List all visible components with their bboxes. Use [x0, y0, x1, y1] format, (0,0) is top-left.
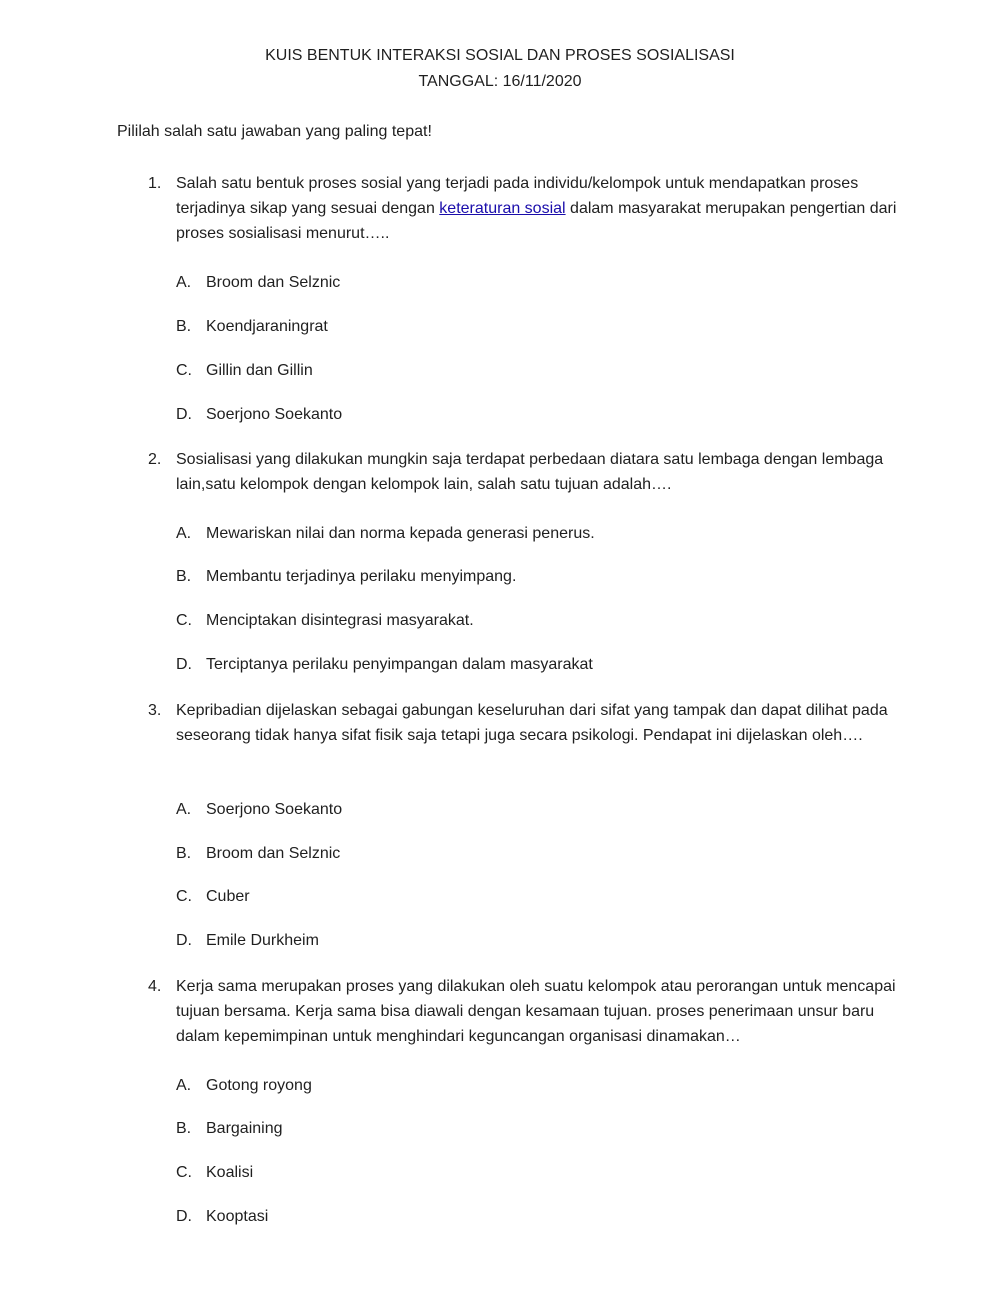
- option-letter: C.: [176, 612, 192, 629]
- option-letter: D.: [176, 406, 192, 423]
- question-text: Sosialisasi yang dilakukan mungkin saja terdapat perbedaan diatara satu lembaga dengan lembaga lain,satu kelompok dengan kelompok lain, salah satu tujuan adalah….: [176, 451, 884, 493]
- option-letter: D.: [176, 1208, 192, 1225]
- option-letter: A.: [176, 801, 192, 818]
- option-text: Menciptakan disintegrasi masyarakat.: [206, 612, 474, 629]
- option-2d[interactable]: [176, 656, 593, 674]
- option-text: Bargaining: [206, 1120, 283, 1137]
- option-letter: A.: [176, 525, 192, 542]
- option-2c[interactable]: [176, 612, 474, 630]
- option-1c[interactable]: [176, 362, 313, 380]
- option-letter: B.: [176, 568, 192, 585]
- option-text: Emile Durkheim: [206, 932, 319, 949]
- page-title: KUIS BENTUK INTERAKSI SOSIAL DAN PROSES SOSIALISASI: [265, 47, 735, 64]
- instruction: Pililah salah satu jawaban yang paling tepat!: [117, 123, 432, 140]
- option-text: Broom dan Selznic: [206, 274, 341, 291]
- option-text: Soerjono Soekanto: [206, 406, 343, 423]
- option-1a[interactable]: [176, 274, 340, 292]
- option-text: Koendjaraningrat: [206, 318, 328, 335]
- question-number: 3.: [148, 702, 162, 719]
- option-1d[interactable]: [176, 406, 342, 424]
- option-letter: B.: [176, 318, 192, 335]
- question-text: Kerja sama merupakan proses yang dilakukan oleh suatu kelompok atau perorangan untuk mencapai tujuan bersama. Kerja sama bisa diawali dengan kesamaan tujuan. proses penerimaan unsur baru dalam kepemimpinan untuk menghindari keguncangan organisasi dinamakan…: [176, 978, 896, 1045]
- option-text: Soerjono Soekanto: [206, 801, 343, 818]
- option-3b[interactable]: [176, 845, 340, 863]
- option-3c[interactable]: [176, 888, 250, 906]
- option-text: Terciptanya perilaku penyimpangan dalam masyarakat: [206, 656, 593, 673]
- option-text: Membantu terjadinya perilaku menyimpang.: [206, 568, 517, 585]
- question-2: [148, 447, 898, 497]
- question-text-part: dalam masyarakat merupakan pengertian dari proses sosialisasi menurut…..: [176, 200, 897, 242]
- keteraturan-sosial-link[interactable]: keteraturan sosial: [439, 200, 566, 217]
- option-text: Koalisi: [206, 1164, 254, 1181]
- option-letter: B.: [176, 845, 192, 862]
- option-letter: D.: [176, 932, 192, 949]
- question-text: Kepribadian dijelaskan sebagai gabungan keseluruhan dari sifat yang tampak dan dapat dilihat pada seseorang tidak hanya sifat fisik saja tetapi juga secara psikologi. Pendapat ini dijelaskan oleh….: [176, 702, 888, 744]
- option-4c[interactable]: [176, 1164, 253, 1182]
- question-text-part: Salah satu bentuk proses sosial yang terjadi pada individu/kelompok untuk mendapatkan proses terjadinya sikap yang sesuai dengan: [176, 175, 859, 217]
- question-4: [148, 974, 898, 1049]
- option-text: Kooptasi: [206, 1208, 269, 1225]
- quiz-date: TANGGAL: 16/11/2020: [418, 73, 582, 90]
- question-1: [148, 171, 898, 246]
- option-letter: C.: [176, 362, 192, 379]
- option-letter: A.: [176, 274, 192, 291]
- option-text: Cuber: [206, 888, 250, 905]
- option-3d[interactable]: [176, 932, 319, 950]
- option-letter: B.: [176, 1120, 192, 1137]
- question-number: 2.: [148, 451, 162, 468]
- option-2b[interactable]: [176, 568, 516, 586]
- question-3: [148, 698, 898, 748]
- option-letter: A.: [176, 1077, 192, 1094]
- option-4a[interactable]: [176, 1077, 312, 1095]
- question-number: 4.: [148, 978, 162, 995]
- question-text: [176, 171, 898, 246]
- option-4d[interactable]: [176, 1208, 268, 1226]
- option-text: Gillin dan Gillin: [206, 362, 313, 379]
- option-3a[interactable]: [176, 801, 342, 819]
- option-2a[interactable]: [176, 525, 595, 543]
- option-letter: D.: [176, 656, 192, 673]
- option-letter: C.: [176, 1164, 192, 1181]
- option-text: Broom dan Selznic: [206, 845, 341, 862]
- option-text: Mewariskan nilai dan norma kepada generasi penerus.: [206, 525, 595, 542]
- option-text: Gotong royong: [206, 1077, 312, 1094]
- option-4b[interactable]: [176, 1120, 283, 1138]
- question-number: 1.: [148, 175, 162, 192]
- option-letter: C.: [176, 888, 192, 905]
- option-1b[interactable]: [176, 318, 328, 336]
